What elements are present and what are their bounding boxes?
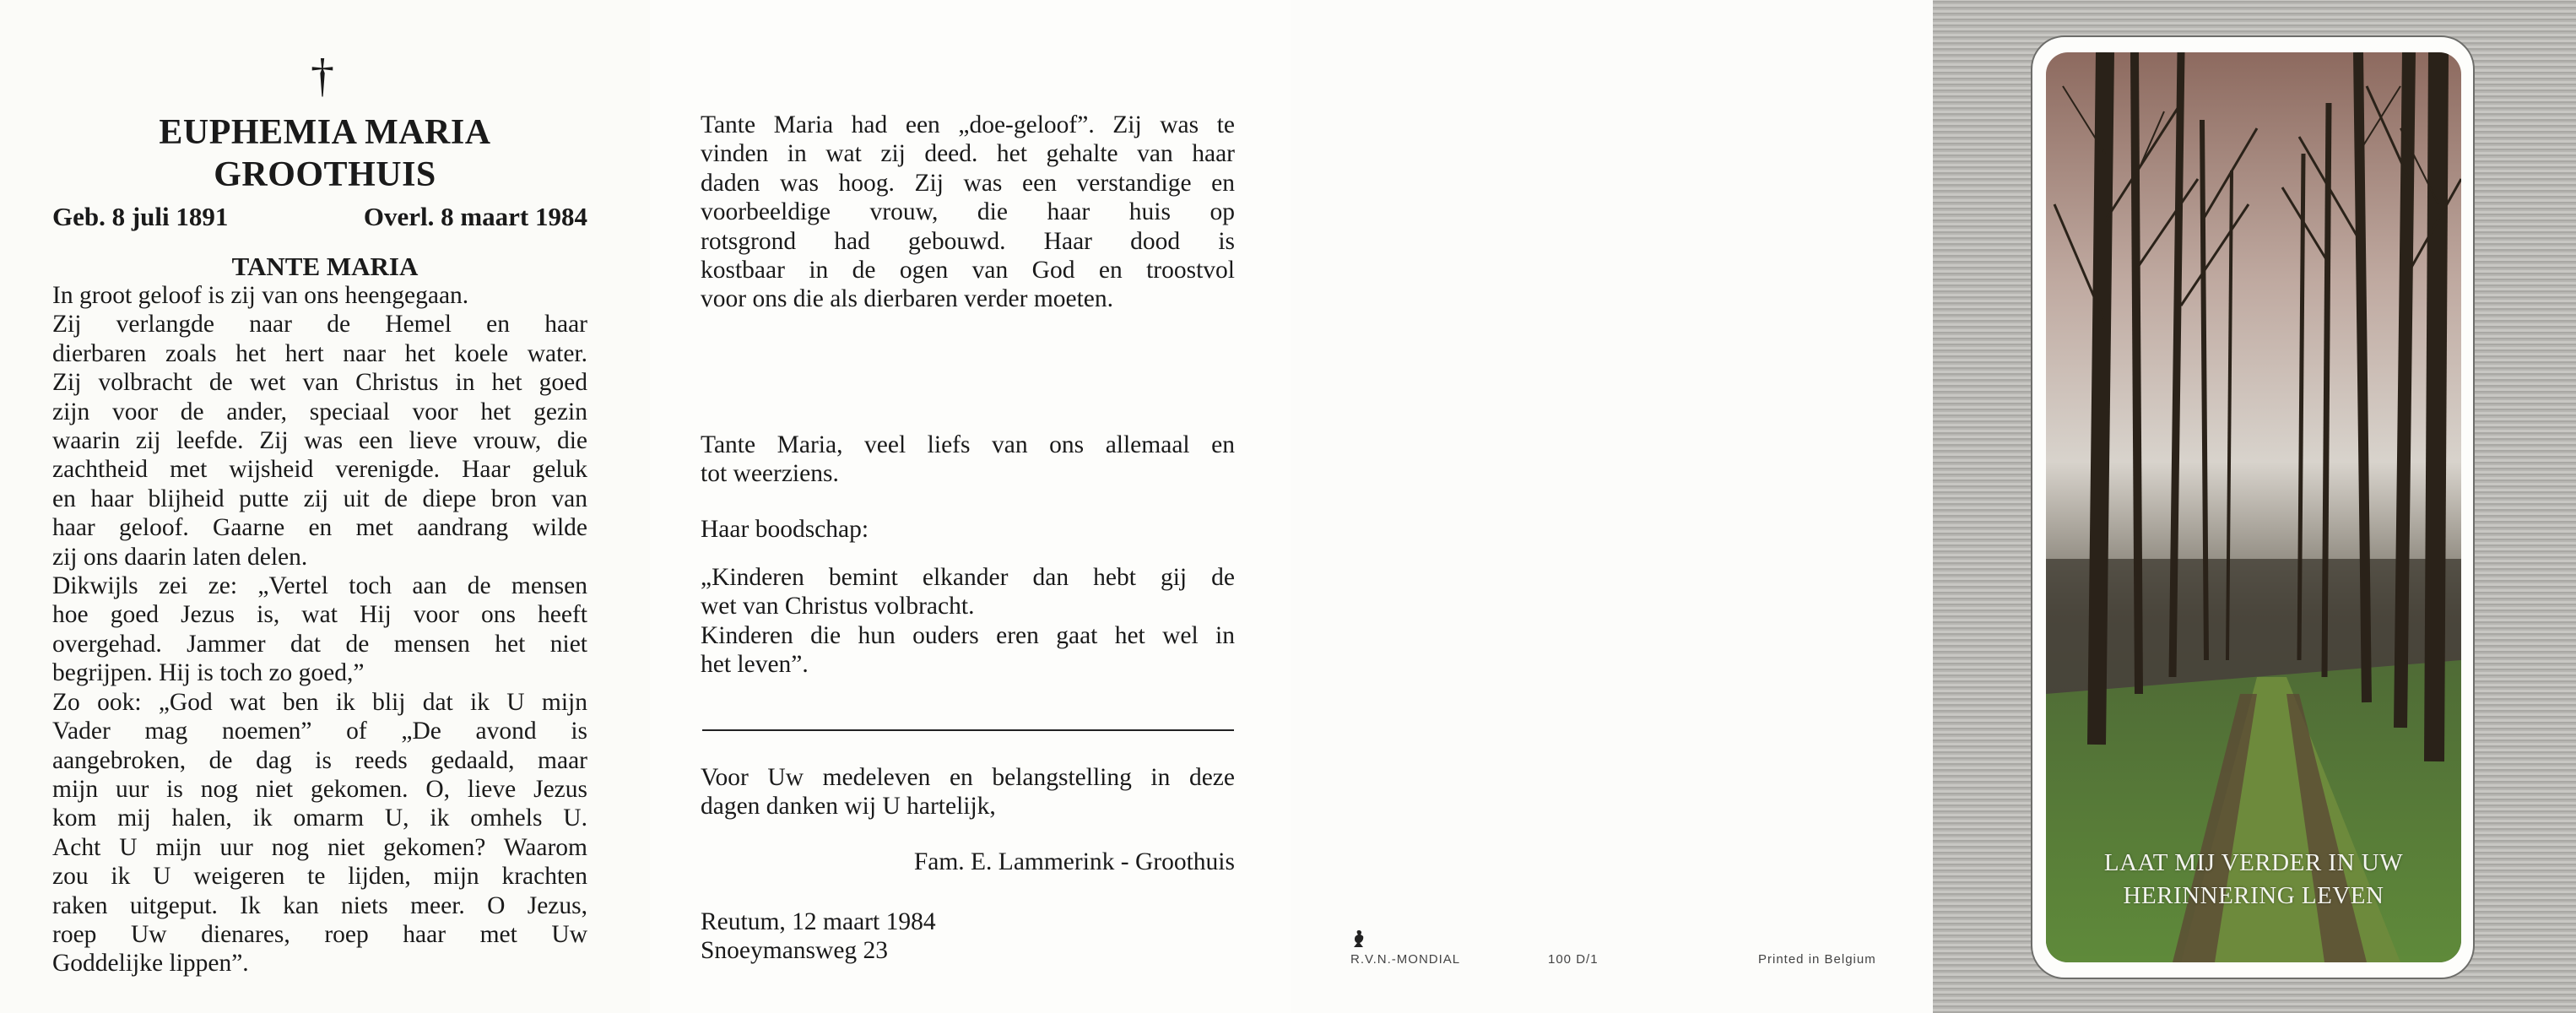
death-date: Overl. 8 maart 1984 xyxy=(363,202,587,231)
deceased-name-first: EUPHEMIA MARIA xyxy=(159,113,491,152)
text-line: Dikwijls zei ze: „Vertel toch aan de mensen xyxy=(52,572,587,600)
publisher-imprint: R.V.N.-MONDIAL xyxy=(1350,952,1461,967)
text-line: Snoeymansweg 23 xyxy=(701,937,889,965)
text-line: raken uitgeput. Ik kan niets meer. O Jezus, xyxy=(52,891,587,919)
text-line: daden was hoog. Zij was een verstandige en xyxy=(701,169,1235,197)
text-line: Reutum, 12 maart 1984 xyxy=(701,908,936,935)
text-line: Tante Maria had een „doe-geloof”. Zij was te xyxy=(701,111,1235,138)
text-line: dierbaren zoals het hert naar het koele water. xyxy=(52,339,587,367)
cover-quote-line2: HERINNERING LEVEN xyxy=(2123,882,2384,909)
text-line: Tante Maria, veel liefs van ons allemaal en xyxy=(701,431,1235,458)
subtitle-tante-maria: TANTE MARIA xyxy=(231,252,419,281)
text-line: voorbeeldige vrouw, die haar huis op xyxy=(701,198,1235,226)
text-line: kom mij halen, ik omarm U, ik omhels U. xyxy=(52,804,587,832)
cover-quote-line1: LAAT MIJ VERDER IN UW xyxy=(2103,849,2404,876)
text-line: kostbaar in de ogen van God en troostvol xyxy=(701,257,1235,284)
memorial-text-block xyxy=(701,111,1235,314)
family-signature: Fam. E. Lammerink - Groothuis xyxy=(913,848,1235,875)
text-line: Zij verlangde naar de Hemel en haar xyxy=(52,311,587,339)
text-line: voor ons die als dierbaren verder moeten. xyxy=(701,285,1114,313)
message-heading xyxy=(701,515,1235,544)
text-line: wet van Christus volbracht. xyxy=(701,593,975,620)
text-line: Goddelijke lippen”. xyxy=(52,950,249,978)
farewell-text-block xyxy=(701,431,1235,489)
memorial-text-left xyxy=(52,281,587,978)
text-line: In groot geloof is zij van ons heengegaan. xyxy=(52,282,469,309)
cover-quote xyxy=(2046,847,2461,913)
card-back-inner-panel xyxy=(1291,0,1933,1013)
text-line: waarin zij leefde. Zij was een lieve vrouw, die xyxy=(52,427,587,455)
divider-line xyxy=(702,729,1234,731)
deceased-name-last: GROOTHUIS xyxy=(214,155,436,194)
text-line: vinden in wat zij deed. het gehalte van haar xyxy=(701,140,1235,168)
text-line: zij ons daarin laten delen. xyxy=(52,543,308,571)
text-line: Zo ook: „God wat ben ik blij dat ik U mijn xyxy=(52,688,587,716)
text-line: Acht U mijn uur nog niet gekomen? Waarom xyxy=(52,833,587,861)
publisher-logo-icon xyxy=(1350,929,1367,949)
text-line: mijn uur is nog niet gekomen. O, lieve Jezus xyxy=(52,775,587,803)
text-line: Haar boodschap: xyxy=(701,516,869,543)
text-line: zachtheid met wijsheid verenigde. Haar geluk xyxy=(52,456,587,484)
text-line: zijn voor de ander, speciaal voor het gezin xyxy=(52,398,587,425)
text-line: rotsgrond had gebouwd. Haar dood is xyxy=(701,227,1235,255)
text-line: aangebroken, de dag is reeds gedaald, maar xyxy=(52,746,587,774)
text-line: Vader mag noemen” of „De avond is xyxy=(52,718,587,745)
text-line: zou ik U weigeren te lijden, mijn krachten xyxy=(52,863,587,891)
text-line: Voor Uw medeleven en belangstelling in deze xyxy=(701,764,1235,791)
message-quote-block xyxy=(701,563,1235,680)
text-line: Kinderen die hun ouders eren gaat het wel in xyxy=(701,621,1235,649)
birth-date: Geb. 8 juli 1891 xyxy=(52,202,229,231)
text-line: roep Uw dienares, roep haar met Uw xyxy=(52,920,587,948)
text-line: „Kinderen bemint elkander dan hebt gij de xyxy=(701,564,1235,591)
text-line: dagen danken wij U hartelijk, xyxy=(701,793,996,821)
thanks-text-block xyxy=(701,763,1235,821)
place-date-address-block xyxy=(701,907,1235,966)
forest-path-photo xyxy=(2046,52,2461,962)
text-line: hoe goed Jezus is, wat Hij voor ons heeft xyxy=(52,601,587,629)
text-line: het leven”. xyxy=(701,651,809,679)
print-code: 100 D/1 xyxy=(1548,952,1599,967)
text-line: overgehad. Jammer dat de mensen het niet xyxy=(52,630,587,658)
cross-icon: † xyxy=(311,50,334,102)
text-line: begrijpen. Hij is toch zo goed,” xyxy=(52,659,365,687)
text-line: tot weerziens. xyxy=(701,460,839,488)
printed-in-label: Printed in Belgium xyxy=(1758,952,1876,967)
text-line: haar geloof. Gaarne en met aandrang wilde xyxy=(52,514,587,542)
text-line: Zij volbracht de wet van Christus in het goed xyxy=(52,369,587,397)
text-line: en haar blijheid putte zij uit de diepe bron van xyxy=(52,485,587,512)
